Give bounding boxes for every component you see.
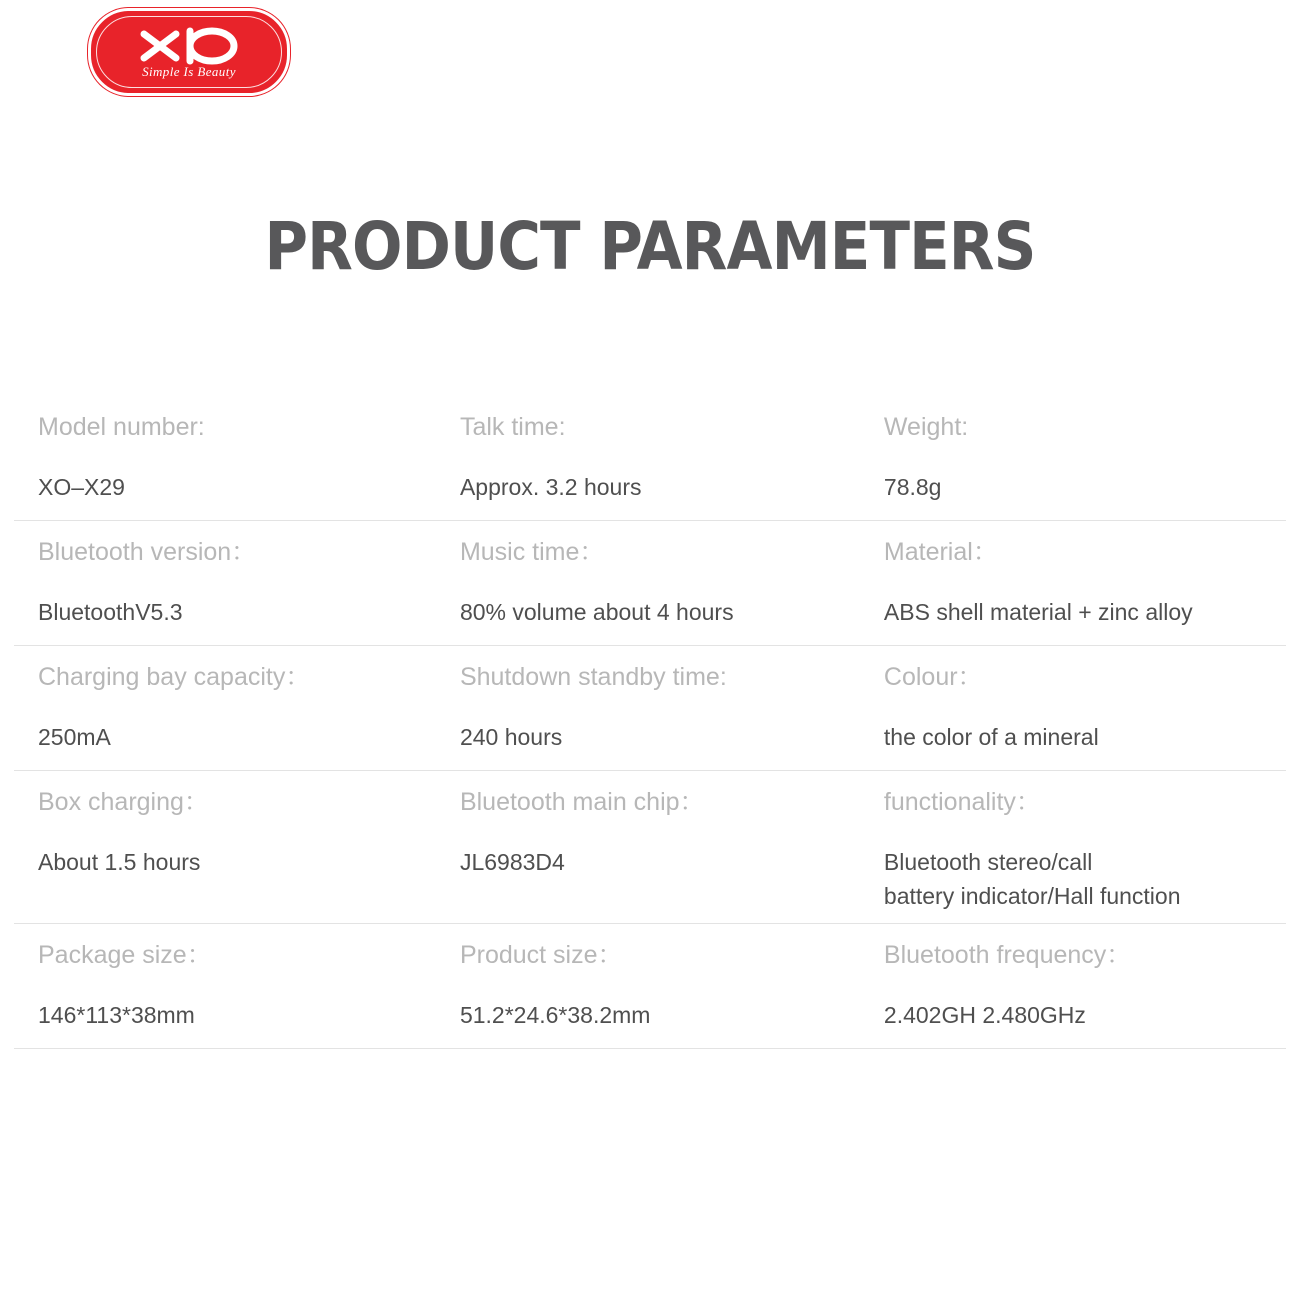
spec-cell	[438, 660, 862, 754]
spec-cell	[438, 535, 862, 629]
spec-label: Box charging：	[38, 788, 209, 816]
spec-cell	[14, 660, 438, 754]
spec-cell	[862, 785, 1286, 913]
xo-logo-icon	[130, 26, 248, 66]
spec-cell	[438, 938, 862, 1032]
spec-label: Package size：	[38, 941, 212, 969]
brand-logo	[88, 8, 284, 90]
spec-value: 146*113*38mm	[38, 1002, 195, 1028]
spec-value: About 1.5 hours	[38, 849, 201, 875]
spec-value: 78.8g	[883, 474, 942, 500]
table-row	[14, 771, 1286, 924]
spec-cell	[14, 938, 438, 1032]
table-row	[14, 396, 1286, 521]
spec-label: Model number:	[38, 413, 205, 441]
table-row	[14, 646, 1286, 771]
page-title: PRODUCT PARAMETERS	[264, 208, 1036, 285]
spec-cell	[14, 785, 438, 913]
spec-cell	[862, 410, 1286, 504]
spec-label: Bluetooth version：	[38, 538, 257, 566]
spec-value: 240 hours	[459, 724, 563, 750]
spec-label: Material：	[883, 538, 998, 566]
spec-value: Approx. 3.2 hours	[459, 474, 642, 500]
product-parameters-table	[14, 396, 1286, 1049]
spec-label: Shutdown standby time:	[459, 663, 727, 691]
spec-value: the color of a mineral	[883, 724, 1099, 750]
spec-value: XO–X29	[38, 474, 125, 500]
table-row	[14, 924, 1286, 1049]
table-row	[14, 521, 1286, 646]
spec-cell	[14, 410, 438, 504]
spec-cell	[862, 660, 1286, 754]
spec-label: Bluetooth frequency：	[883, 941, 1132, 969]
spec-value: 250mA	[38, 724, 111, 750]
spec-cell	[862, 938, 1286, 1032]
logo-tagline: Simple Is Beauty	[142, 64, 236, 79]
logo-badge	[88, 8, 290, 96]
spec-label: Bluetooth main chip：	[459, 788, 705, 816]
spec-label: Music time：	[459, 538, 605, 566]
spec-label: Product size：	[459, 941, 623, 969]
spec-cell	[438, 410, 862, 504]
spec-label: Colour：	[883, 663, 983, 691]
spec-value: JL6983D4	[459, 849, 565, 875]
spec-value: 51.2*24.6*38.2mm	[459, 1002, 651, 1028]
spec-value-line-2: battery indicator/Hall function	[883, 883, 1181, 909]
spec-label: Talk time:	[459, 413, 566, 441]
spec-cell	[438, 785, 862, 913]
spec-value-line: Bluetooth stereo/call	[883, 849, 1093, 875]
spec-value: ABS shell material + zinc alloy	[883, 599, 1193, 625]
spec-label: functionality：	[883, 788, 1041, 816]
spec-value	[884, 845, 1262, 913]
spec-value: 2.402GH 2.480GHz	[883, 1002, 1086, 1028]
spec-value: 80% volume about 4 hours	[459, 599, 734, 625]
spec-cell	[14, 535, 438, 629]
spec-value: BluetoothV5.3	[38, 599, 183, 625]
spec-label: Charging bay capacity：	[38, 663, 311, 691]
spec-label: Weight:	[883, 413, 969, 441]
spec-cell	[862, 535, 1286, 629]
